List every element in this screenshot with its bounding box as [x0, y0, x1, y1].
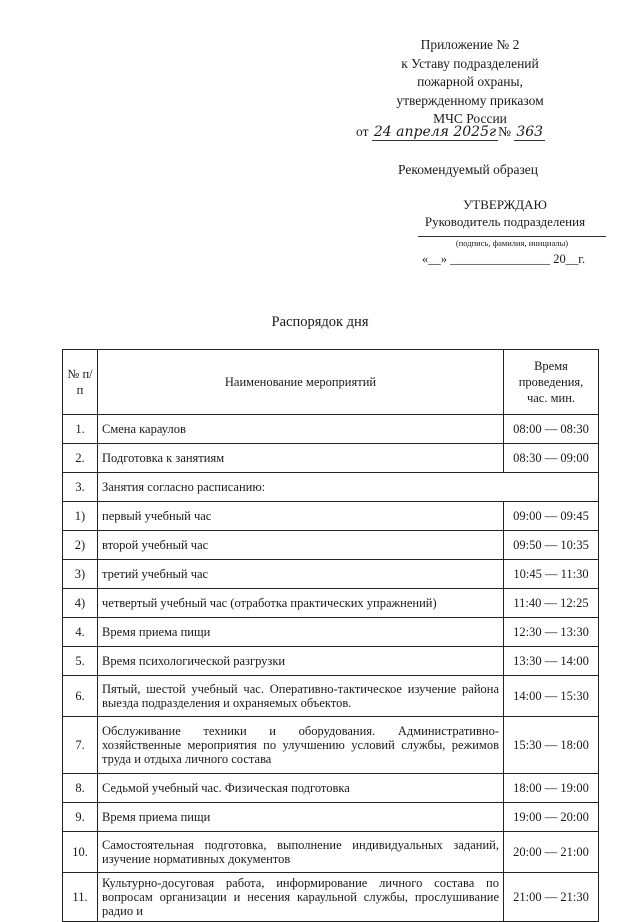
row-num: 1): [63, 502, 98, 531]
table-row: [63, 502, 599, 531]
row-num: 9.: [63, 803, 98, 832]
row-time: 20:00 — 21:00: [504, 832, 599, 873]
row-time: 14:00 — 15:30: [504, 676, 599, 717]
table-row: [63, 676, 599, 717]
row-time: 11:40 — 12:25: [504, 589, 599, 618]
row-num: 2.: [63, 444, 98, 473]
table-header-row: [63, 350, 599, 415]
row-name: Время приема пищи: [98, 618, 504, 647]
appendix-header: [352, 36, 588, 129]
order-date-number: [356, 124, 545, 140]
table-row: [63, 803, 599, 832]
appendix-line: Приложение № 2: [420, 37, 520, 52]
row-num: 4.: [63, 618, 98, 647]
appendix-line: пожарной охраны,: [417, 74, 523, 89]
row-num: 2): [63, 531, 98, 560]
row-num: 10.: [63, 832, 98, 873]
row-num: 3.: [63, 473, 98, 502]
table-row: [63, 560, 599, 589]
row-name: Обслуживание техники и оборудования. Административно-хозяйственные мероприятия по улучшению условий службы, режимов труда и отдыха личного состава: [98, 717, 504, 774]
row-time: 18:00 — 19:00: [504, 774, 599, 803]
row-num: 11.: [63, 873, 98, 922]
row-time: 21:00 — 21:30: [504, 873, 599, 922]
document-title: Распорядок дня: [271, 314, 369, 330]
appendix-line: МЧС России: [433, 111, 507, 126]
table-row: [63, 717, 599, 774]
row-time: 15:30 — 18:00: [504, 717, 599, 774]
table-row: [63, 873, 599, 922]
row-num: 8.: [63, 774, 98, 803]
header-time: Время проведения, час. мин.: [504, 350, 599, 415]
row-time: 19:00 — 20:00: [504, 803, 599, 832]
from-label: от: [356, 124, 369, 139]
row-time: 13:30 — 14:00: [504, 647, 599, 676]
row-time: 09:00 — 09:45: [504, 502, 599, 531]
row-name: Седьмой учебный час. Физическая подготовка: [98, 774, 504, 803]
row-name: третий учебный час: [98, 560, 504, 589]
table-row: [63, 832, 599, 873]
row-name: Самостоятельная подготовка, выполнение индивидуальных заданий, изучение нормативных документов: [98, 832, 504, 873]
row-name: первый учебный час: [98, 502, 504, 531]
appendix-line: к Уставу подразделений: [401, 55, 539, 71]
row-num: 6.: [63, 676, 98, 717]
row-name: Занятия согласно расписанию:: [98, 473, 599, 502]
row-num: 5.: [63, 647, 98, 676]
table-row: [63, 444, 599, 473]
row-time: 09:50 — 10:35: [504, 531, 599, 560]
row-name: четвертый учебный час (отработка практических упражнений): [98, 589, 504, 618]
row-num: 3): [63, 560, 98, 589]
table-row: [63, 531, 599, 560]
row-name: Подготовка к занятиям: [98, 444, 504, 473]
handwritten-date: 24 апреля 2025г: [373, 124, 497, 140]
handwritten-number: 363: [516, 124, 544, 140]
row-num: 4): [63, 589, 98, 618]
table-row: [63, 774, 599, 803]
sample-label: Рекомендуемый образец: [398, 162, 539, 177]
table-row: [63, 473, 599, 502]
row-name: Время психологической разгрузки: [98, 647, 504, 676]
header-num: № п/п: [63, 350, 98, 415]
approval-date-line: «__» ________________ 20__г.: [422, 252, 586, 266]
schedule-table: [62, 349, 599, 922]
row-time: 08:00 — 08:30: [504, 415, 599, 444]
row-time: 08:30 — 09:00: [504, 444, 599, 473]
approve-role: Руководитель подразделения: [424, 214, 586, 229]
row-time: 12:30 — 13:30: [504, 618, 599, 647]
row-name: Смена караулов: [98, 415, 504, 444]
appendix-line: утвержденному приказом: [396, 92, 544, 108]
approve-title: УТВЕРЖДАЮ: [463, 197, 547, 212]
row-name: Пятый, шестой учебный час. Оперативно-тактическое изучение района выезда подразделения и охраняемых объектов.: [98, 676, 504, 717]
row-num: 1.: [63, 415, 98, 444]
signature-line: [418, 236, 606, 237]
table-row: [63, 618, 599, 647]
table-row: [63, 589, 599, 618]
row-name: Культурно-досуговая работа, информирование личного состава по вопросам организации и несения караульной службы, прослушивание радио и: [98, 873, 504, 922]
row-name: второй учебный час: [98, 531, 504, 560]
table-row: [63, 415, 599, 444]
number-label: №: [498, 124, 511, 139]
row-name: Время приема пищи: [98, 803, 504, 832]
signature-caption: (подпись, фамилия, инициалы): [455, 238, 569, 248]
row-time: 10:45 — 11:30: [504, 560, 599, 589]
header-name: Наименование мероприятий: [98, 350, 504, 415]
table-row: [63, 647, 599, 676]
row-num: 7.: [63, 717, 98, 774]
approval-block: [420, 196, 590, 230]
